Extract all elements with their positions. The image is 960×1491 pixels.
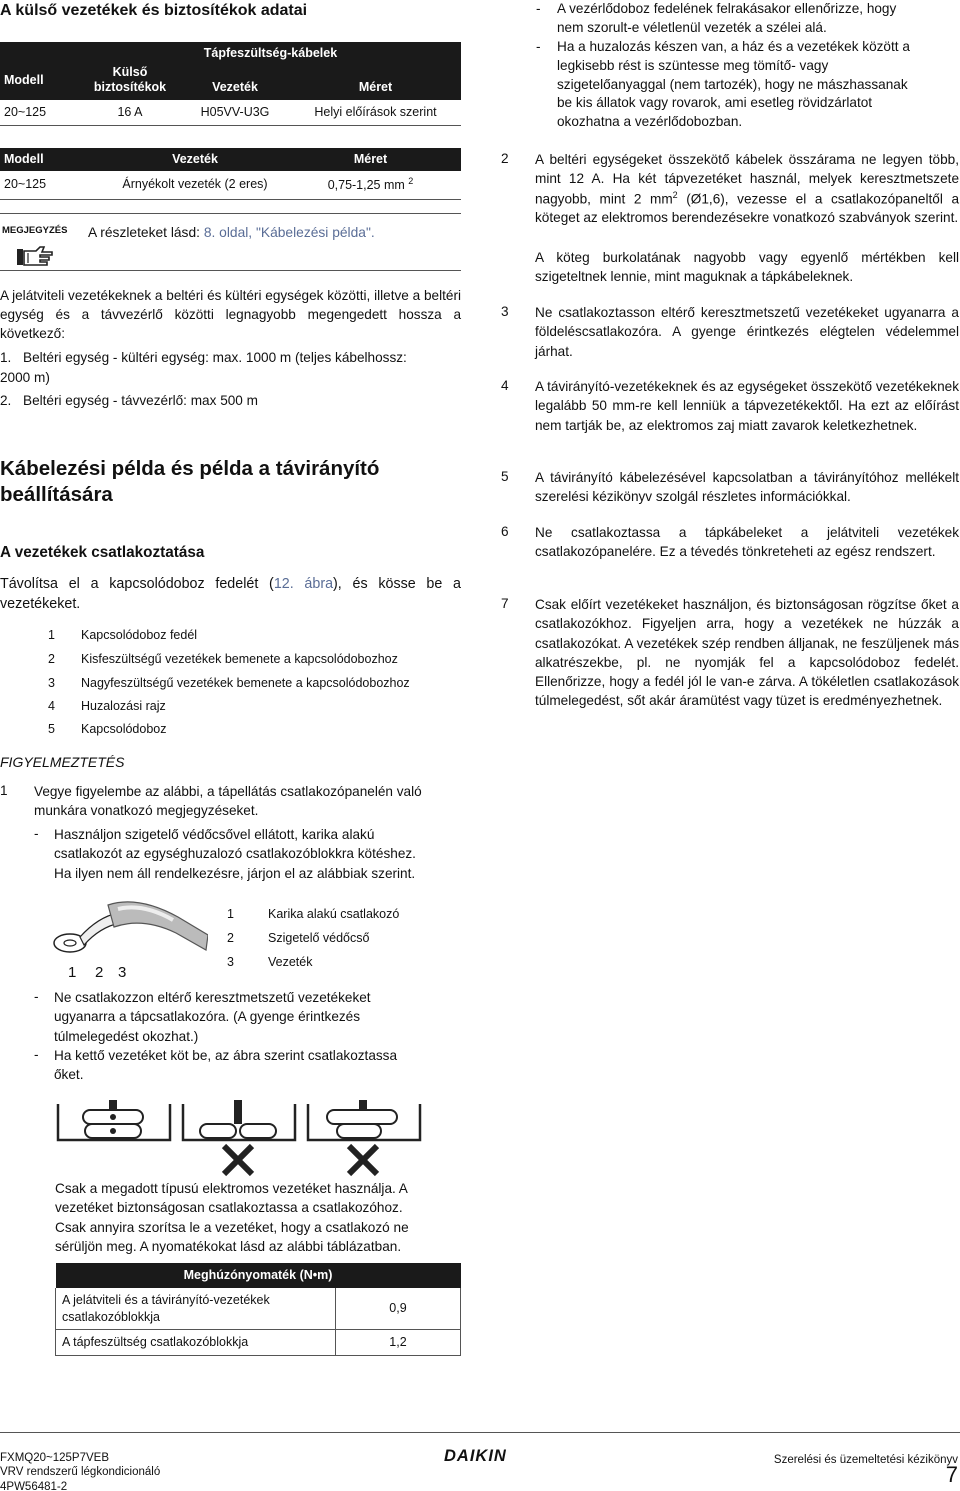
col-size: Méret	[280, 148, 461, 171]
divider	[0, 213, 461, 214]
list-item: Huzalozási rajz	[81, 699, 166, 713]
divider	[0, 270, 461, 271]
col-model: Modell	[0, 148, 110, 171]
item-text: Ne csatlakoztasson eltérő keresztmetszetű vezetékeket ugyanarra a földeléscsatlakozóra. A gyenge érintkezés elégtelen védelemmel járhat.	[535, 305, 959, 359]
table-row	[0, 171, 461, 199]
product-name: VRV rendszerű légkondicionáló	[0, 1466, 161, 1479]
wrong-connection-icon	[349, 1146, 377, 1174]
cell-wire: Árnyékolt vezeték (2 eres)	[110, 171, 280, 199]
terminal-number: 1	[68, 964, 77, 981]
cell-label: A jelátviteli és a távirányító-vezetékek csatlakozóblokkja	[56, 1288, 336, 1329]
torque-header: Meghúzónyomaték (N•m)	[56, 1263, 461, 1288]
list-num: 2.	[0, 393, 12, 408]
list-item: Nagyfeszültségű vezetékek bemenete a kapcsolódobozhoz	[81, 676, 410, 690]
dash-text: Ne csatlakozzon eltérő keresztmetszetű vezetékeket ugyanarra a tápcsatlakozóra. (A gyenge érintkezés túlmelegedést okozhat.)	[54, 990, 371, 1044]
dash: -	[34, 826, 39, 841]
table-row	[56, 1288, 461, 1329]
warn-num: 1	[0, 783, 8, 798]
dash: -	[34, 1047, 39, 1062]
cell-value: 1,2	[336, 1329, 461, 1355]
item-text: Csak előírt vezetékeket használjon, és biztonságosan rögzítse őket a csatlakozókhoz. Figyeljen arra, hogy a vezetékek ne húzzák a csatlakozókat. A vezetékek szép rendben álljanak, ne feszüljenek más alkatrészekbe, pl. ne nyomják fel a kapcsolódoboz fedelét. Ellenőrizze, hogy a fedél jól le van-e zárva. A tökéletlen csatlakozások túlmelegedést, sőt akár áramütést vagy tüzet is eredményezhetnek.	[535, 597, 959, 709]
note-text: A részleteket lásd: 8. oldal, "Kábelezési példa".	[88, 225, 375, 240]
para-remove-cover: Távolítsa el a kapcsolódoboz fedelét (12. ábra), és kösse be a vezetékeket.	[0, 576, 462, 612]
item-text: A beltéri egységeket összekötő kábelek összárama ne legyen több, mint 12 A. Ha két tápvezetéket használ, melyek keresztmetszete nagyobb, mint 2 $mm^2$ (Ø1,6), vezesse el a csatlakozópaneltől a köteget az elektromos berendezésekre vonatkozó szabványok szerint.	[535, 152, 959, 226]
note-label: MEGJEGYZÉS	[2, 225, 68, 236]
sub-heading: A vezetékek csatlakoztatása	[0, 544, 205, 561]
item-text: A távirányító-vezetékeknek és az egységeket összekötő vezetékeknek legalább 50 mm-re kell lenniük a tápvezetékektől. Ha ezt az előírást nem tartják be, az elektromos zaj miatt zavarok keletkezhetnek.	[535, 379, 959, 433]
col-wire: Vezeték	[110, 148, 280, 171]
list-num: 1.	[0, 350, 12, 365]
wrong-connection-icon	[224, 1146, 252, 1174]
warning-label: FIGYELMEZTETÉS	[0, 754, 125, 770]
col-wire: Vezeték	[180, 63, 290, 100]
cell-model: 20~125	[0, 171, 110, 199]
cell-label: A tápfeszültség csatlakozóblokkja	[56, 1329, 336, 1355]
dash: -	[34, 989, 39, 1004]
list-item: Szigetelő védőcső	[268, 931, 370, 945]
dash: -	[536, 1, 541, 16]
page-number: 7	[945, 1462, 958, 1487]
power-cable-table	[0, 42, 461, 126]
page-heading: Kábelezési példa és példa a távirányító beállítására	[0, 457, 380, 507]
dash-text: A vezérlődoboz fedelének felrakásakor ellenőrizze, hogy nem szorult-e véletlenül vezeték a szélei alá.	[557, 1, 897, 35]
dash-text: Ha kettő vezetéket köt be, az ábra szerint csatlakoztassa őket.	[54, 1048, 398, 1083]
ring-terminal-figure	[48, 895, 208, 966]
item-num: 7	[501, 596, 509, 611]
cell-size: 0,75-1,25 mm $^2$	[280, 171, 461, 199]
col-model: Modell	[0, 63, 80, 100]
torque-table	[55, 1263, 461, 1356]
model-code: FXMQ20~125P7VEB	[0, 1452, 109, 1464]
item-num: 6	[501, 524, 509, 539]
list-item: Beltéri egység - kültéri egység: max. 1000 m (teljes kábelhossz:	[23, 350, 407, 365]
table-row	[0, 100, 461, 126]
warn-text: Vegye figyelembe az alábbi, a tápellátás csatlakozópanelén való munkára vonatkozó megjegyzéseket.	[34, 784, 422, 819]
figure-link[interactable]: 12. ábra	[273, 576, 334, 592]
wrong-connection-diagram	[305, 1100, 423, 1186]
col-fuse-l1: Külső	[112, 65, 148, 79]
list-item: Kapcsolódoboz fedél	[81, 628, 198, 642]
footer-info	[0, 1451, 160, 1491]
footer-divider	[0, 1432, 960, 1433]
col-fuse-l2: biztosítékok	[93, 80, 167, 94]
cell-size: Helyi előírások szerint	[290, 100, 461, 126]
item-num: 4	[501, 378, 509, 393]
list-item: Beltéri egység - távvezérlő: max 500 m	[23, 393, 258, 408]
correct-connection-diagram	[55, 1100, 173, 1176]
terminal-number: 2	[95, 964, 104, 981]
signal-cable-table	[0, 148, 461, 200]
para-max-length: A jelátviteli vezetékeknek a beltéri és kültéri egységek közötti, illetve a beltéri egység és a távvezérlő közötti legnagyobb megengedett hossza a következő:	[0, 288, 461, 341]
list-item-cont: 2000 m)	[0, 370, 50, 385]
item-num: 3	[501, 304, 509, 319]
cell-value: 0,9	[336, 1288, 461, 1329]
item-text: A köteg burkolatának nagyobb vagy egyenlő mértékben kell szigeteltnek lennie, mint maguknak a tápkábeleknek.	[535, 250, 959, 285]
col-size: Méret	[290, 63, 461, 100]
wrong-connection-diagram	[180, 1100, 298, 1186]
cell-model: 20~125	[0, 100, 80, 126]
terminal-number: 3	[118, 964, 127, 981]
cell-wire: H05VV-U3G	[180, 100, 290, 126]
item-num: 5	[501, 469, 509, 484]
table-row	[56, 1329, 461, 1355]
list-item: Karika alakú csatlakozó	[268, 907, 400, 921]
note-link[interactable]: 8. oldal, "Kábelezési példa".	[203, 225, 375, 240]
doc-code: 4PW56481-2	[0, 1480, 68, 1491]
brand-logo: DAIKIN	[444, 1447, 507, 1465]
item-num: 2	[501, 151, 509, 166]
cell-fuse: 16 A	[80, 100, 180, 126]
dash-text: Ha a huzalozás készen van, a ház és a vezetékek között a legkisebb rést is szüntesse meg tömítő- vagy szigetelőanyaggal (nem tartozék), hogy ne mászhassanak be kis állatok vagy rovarok, ami esetleg rövidzárlatot okozhatna a vezérlődobozban.	[557, 39, 910, 129]
section-title: A külső vezetékek és biztosítékok adatai	[0, 2, 308, 19]
manual-title: Szerelési és üzemeltetési kézikönyv	[773, 1454, 958, 1466]
dash: -	[536, 39, 541, 54]
para-torque: Csak a megadott típusú elektromos vezetéket használja. A vezetéket biztonságosan csatlakoztassa a csatlakozóhoz. Csak annyira szorítsa le a vezetéket, hogy a csatlakozó ne sérüljön meg. A nyomatékokat lásd az alábbi táblázatban.	[55, 1181, 409, 1254]
item-text: A távirányító kábelezésével kapcsolatban a távirányítóhoz mellékelt szerelési kézikönyv szolgál részletes információkkal.	[535, 470, 959, 505]
warn-subtext: Használjon szigetelő védőcsővel ellátott, karika alakú csatlakozót az egységhuzalozó csatlakozóblokkra kötéshez. Ha ilyen nem áll rendelkezésre, járjon el az alábbiak szerint.	[54, 827, 416, 881]
list-item: Kapcsolódoboz	[81, 722, 167, 736]
list-item: Kisfeszültségű vezetékek bemenete a kapcsolódobozhoz	[81, 652, 398, 666]
list-item: Vezeték	[268, 955, 313, 969]
group-header: Tápfeszültség-kábelek	[80, 42, 461, 63]
item-text: Ne csatlakoztassa a tápkábeleket a jelátviteli vezetékek csatlakozópanelére. Ez a tévedés tönkreteheti az egész rendszert.	[535, 525, 959, 560]
